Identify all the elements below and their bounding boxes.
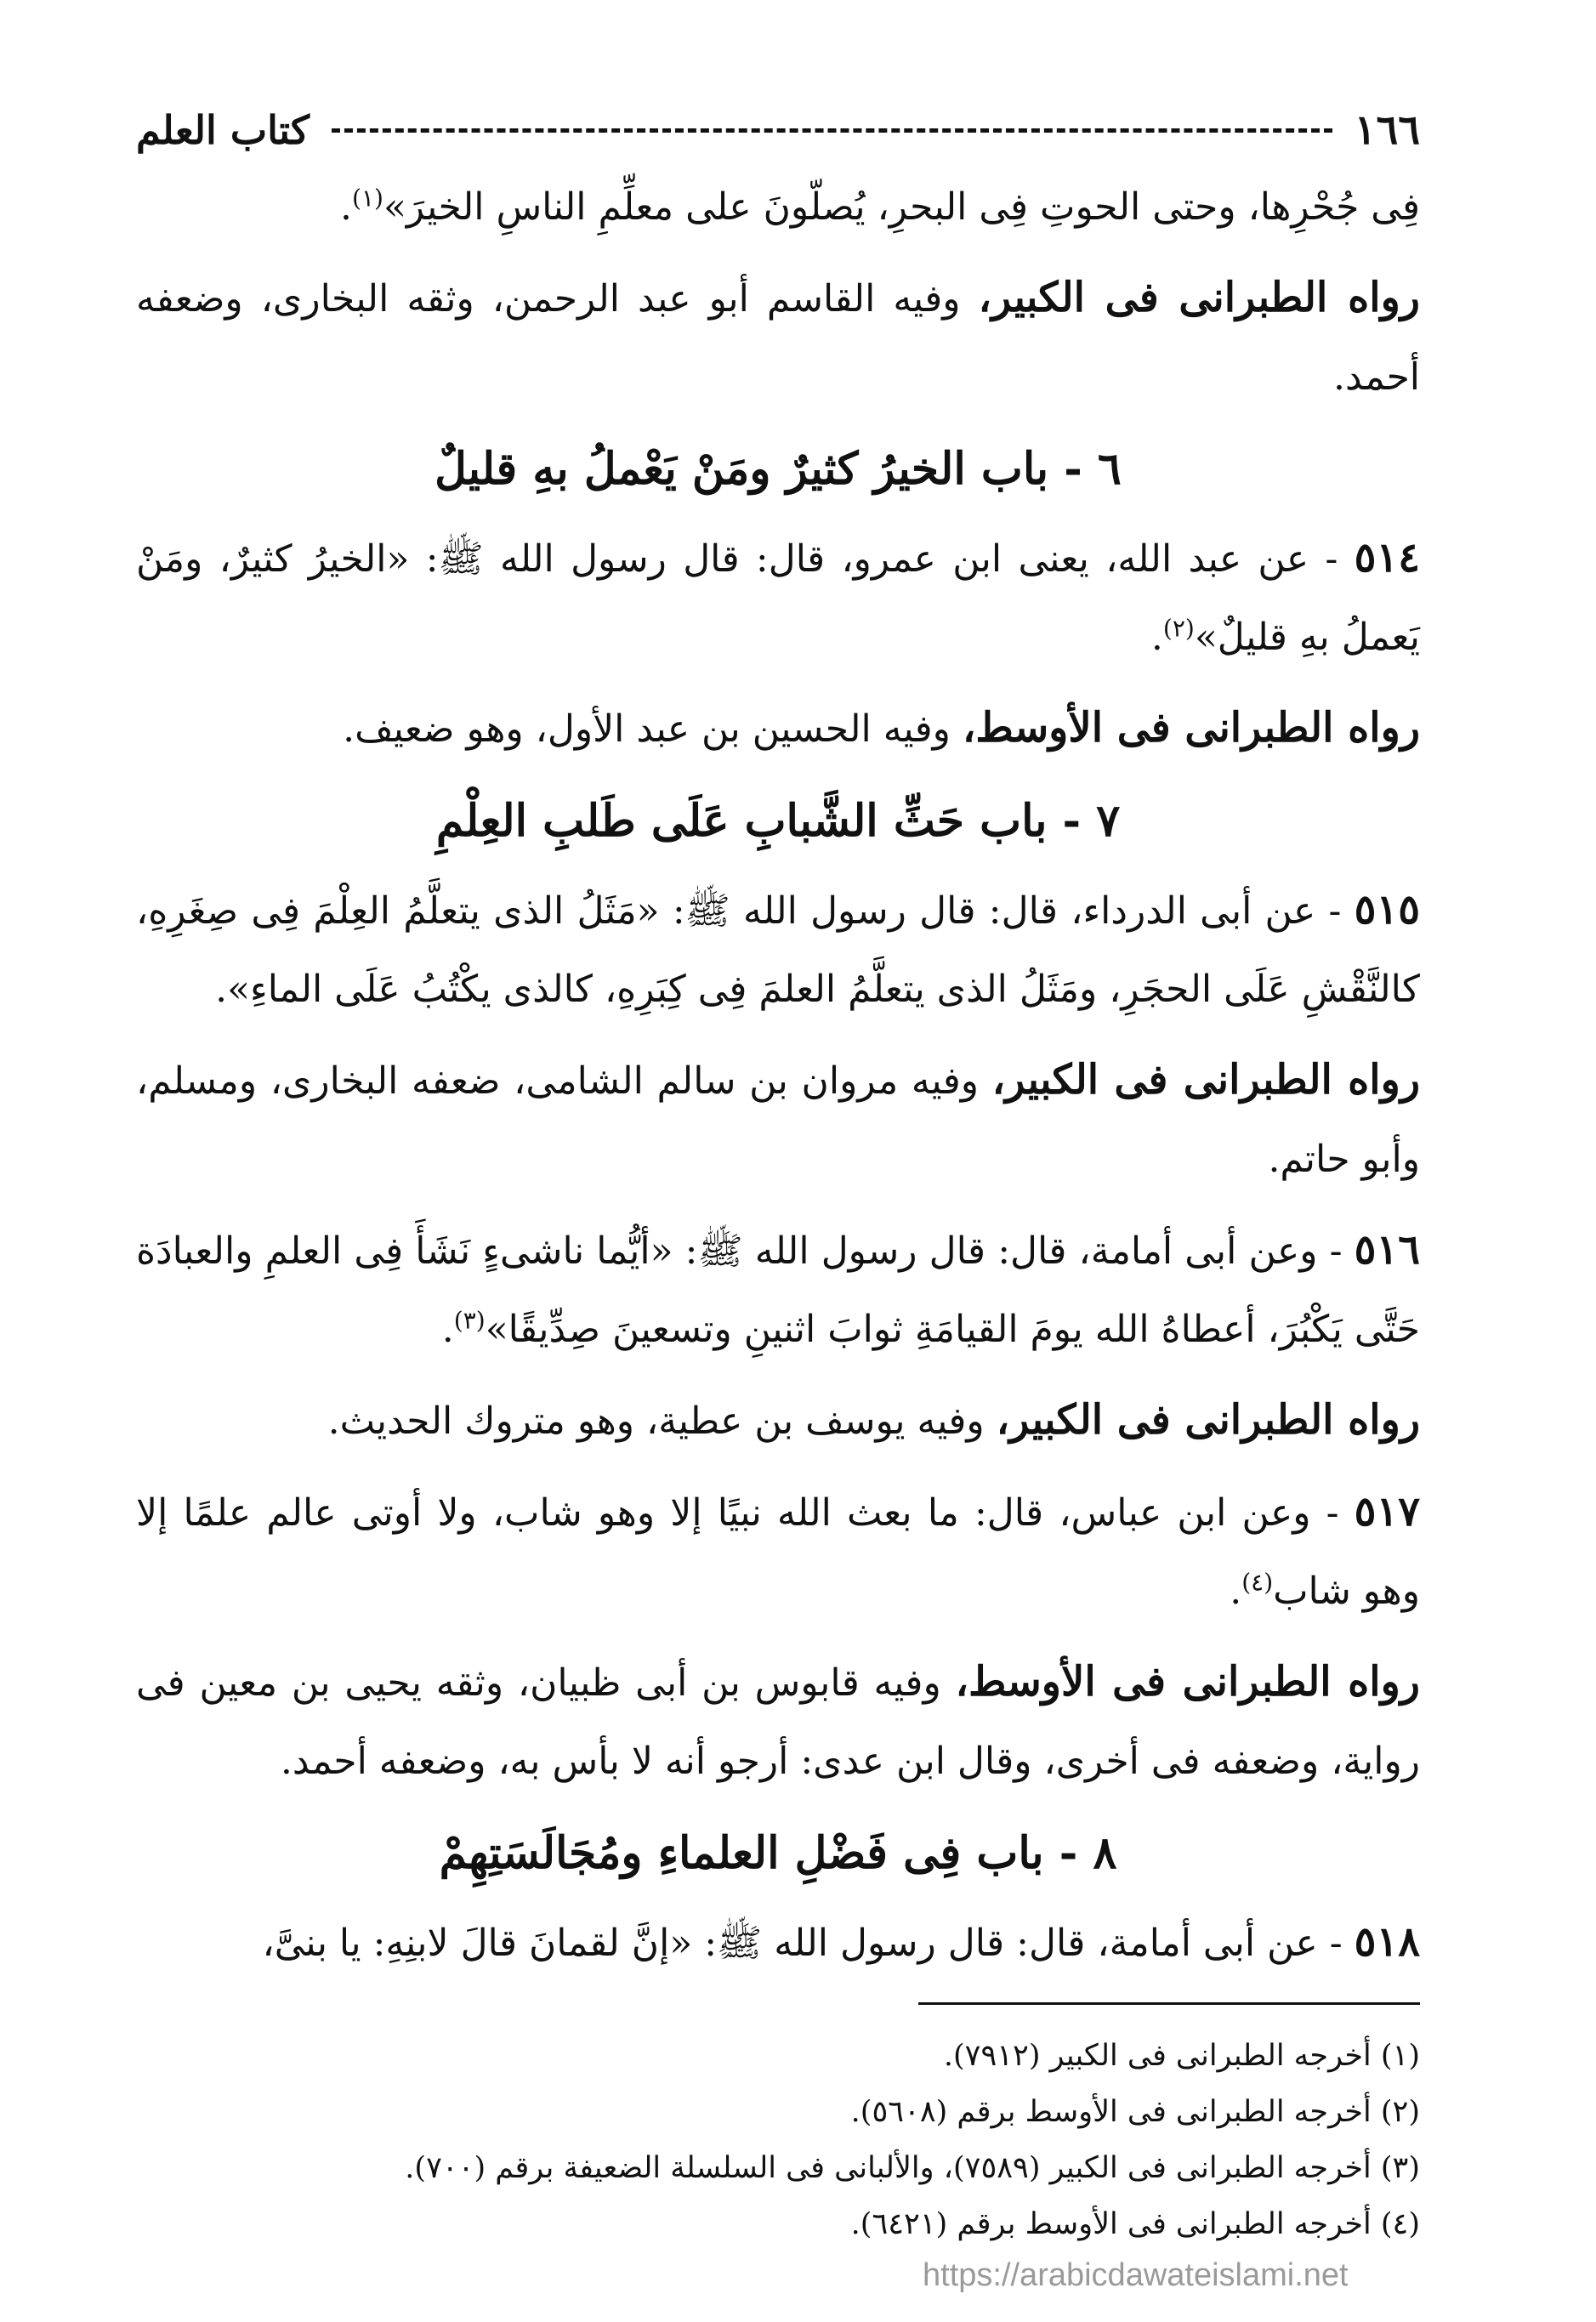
note-text: وفيه الحسين بن عبد الأول، وهو ضعيف. bbox=[343, 707, 963, 751]
source-label: رواه الطبرانى فى الأوسط، bbox=[962, 704, 1420, 752]
footnote-ref-1: (١) bbox=[352, 184, 383, 213]
header-divider bbox=[332, 128, 1332, 133]
paragraph-continuation bbox=[136, 168, 1420, 247]
hadith-514 bbox=[136, 519, 1420, 677]
hadith-515 bbox=[136, 871, 1420, 1029]
hadith-text: - عن أبى أمامة، قال: قال رسول الله ﷺ: «إنَّ لقمانَ قالَ لابنِهِ: يا بنىَّ، bbox=[262, 1922, 1355, 1965]
footnotes bbox=[136, 2028, 1420, 2252]
note-text: وفيه يوسف بن عطية، وهو متروك الحديث. bbox=[327, 1399, 997, 1443]
hadith-number: ٥١٨ bbox=[1354, 1918, 1420, 1966]
chapter-heading-6: ٦ - باب الخيرُ كثيرٌ ومَنْ يَعْملُ بهِ قليلٌ bbox=[434, 443, 1122, 495]
source-label: رواه الطبرانى فى الأوسط، bbox=[955, 1658, 1420, 1706]
note-text: وفيه قابوس بن أبى ظبيان، وثقه يحيى بن معين فى رواية، وضعفه فى أخرى، وقال ابن عدى: أرجو أنه لا بأس به، وضعفه أحمد. bbox=[136, 1661, 1420, 1783]
watermark-url: https://arabicdawateislami.net bbox=[923, 2257, 1349, 2293]
footnote-separator bbox=[918, 2002, 1420, 2005]
hadith-516 bbox=[136, 1211, 1420, 1369]
paragraph-text: فِى جُحْرِها، وحتى الحوتِ فِى البحرِ، يُصلّونَ على معلِّمِ الناسِ الخيرَ» bbox=[383, 185, 1420, 229]
footnote-item: (٢) أخرجه الطبرانى فى الأوسط برقم (٥٦٠٨). bbox=[850, 2095, 1420, 2129]
note-text: وفيه القاسم أبو عبد الرحمن، وثقه البخارى، وضعفه أحمد. bbox=[136, 277, 1420, 399]
footnote-ref-2: (٢) bbox=[1162, 614, 1195, 643]
page-number: ١٦٦ bbox=[1354, 106, 1420, 154]
book-title: كتاب العلم bbox=[136, 107, 310, 153]
narration-note bbox=[136, 1381, 1420, 1461]
footnote-item: (٤) أخرجه الطبرانى فى الأوسط برقم (٦٤٢١). bbox=[850, 2207, 1420, 2241]
paragraph-end: . bbox=[340, 185, 353, 229]
paragraph-end: . bbox=[1150, 616, 1163, 659]
footnote-item: (٣) أخرجه الطبرانى فى الكبير (٧٥٨٩)، والألبانى فى السلسلة الضعيفة برقم (٧٠٠). bbox=[405, 2151, 1420, 2185]
chapter-heading-8: ٨ - باب فِى فَضْلِ العلماءِ ومُجَالَسَتِهِمْ bbox=[439, 1827, 1117, 1879]
hadith-text: - عن أبى الدرداء، قال: قال رسول الله ﷺ: «مَثَلُ الذى يتعلَّمُ العِلْمَ فِى صِغَرِهِ، كالنَّقْشِ عَلَى الحجَرِ، ومَثَلُ الذى يتعلَّمُ العلمَ فِى كِبَرِهِ، كالذى يكْتُبُ عَلَى الماءِ». bbox=[136, 889, 1420, 1011]
hadith-number: ٥١٤ bbox=[1354, 534, 1420, 582]
page-header bbox=[136, 100, 1420, 160]
source-label: رواه الطبرانى فى الكبير، bbox=[978, 274, 1420, 321]
page-body bbox=[136, 168, 1420, 1995]
hadith-text: - وعن أبى أمامة، قال: قال رسول الله ﷺ: «أيُّما ناشىءٍ نَشَأَ فِى العلمِ والعبادَة حَتَّى يَكْبُرَ، أعطاهُ الله يومَ القيامَةِ ثوابَ اثنينِ وتسعينَ صِدِّيقًا» bbox=[136, 1229, 1420, 1351]
hadith-518 bbox=[136, 1903, 1420, 1983]
narration-note bbox=[136, 1041, 1420, 1199]
paragraph-end: . bbox=[1230, 1570, 1242, 1613]
narration-note bbox=[136, 1643, 1420, 1801]
footnote-ref-3: (٣) bbox=[453, 1306, 486, 1335]
source-label: رواه الطبرانى فى الكبير، bbox=[991, 1056, 1421, 1104]
narration-note bbox=[136, 258, 1420, 417]
chapter-heading-7: ٧ - باب حَثِّ الشَّبابِ عَلَى طَلبِ العِلْمِ bbox=[435, 795, 1121, 847]
narration-note bbox=[136, 689, 1420, 769]
hadith-number: ٥١٥ bbox=[1354, 886, 1420, 934]
paragraph-end: . bbox=[441, 1308, 454, 1351]
hadith-text: - وعن ابن عباس، قال: ما بعث الله نبيًا إلا وهو شاب، ولا أوتى عالم علمًا إلا وهو شاب bbox=[136, 1491, 1420, 1613]
hadith-517 bbox=[136, 1473, 1420, 1631]
footnote-ref-4: (٤) bbox=[1241, 1568, 1274, 1597]
hadith-number: ٥١٧ bbox=[1354, 1488, 1420, 1536]
footnote-item: (١) أخرجه الطبرانى فى الكبير (٧٩١٢). bbox=[943, 2039, 1420, 2073]
source-label: رواه الطبرانى فى الكبير، bbox=[996, 1396, 1420, 1444]
hadith-number: ٥١٦ bbox=[1354, 1226, 1420, 1274]
note-text: وفيه مروان بن سالم الشامى، ضعفه البخارى، ومسلم، وأبو حاتم. bbox=[136, 1059, 1420, 1181]
hadith-text: - عن عبد الله، يعنى ابن عمرو، قال: قال رسول الله ﷺ: «الخيرُ كثيرٌ، ومَنْ يَعملُ بهِ قليلٌ» bbox=[136, 537, 1420, 659]
